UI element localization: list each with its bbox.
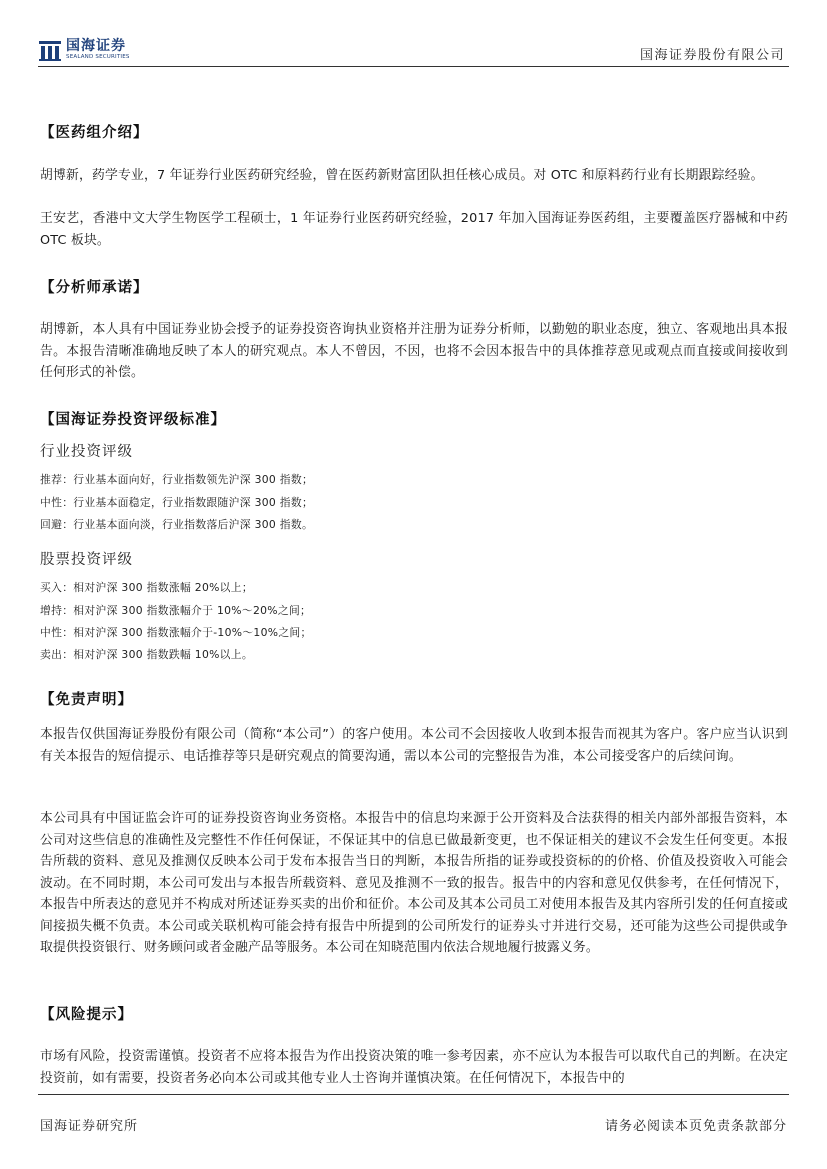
stock-rating-buy: 买入：相对沪深 300 指数涨幅 20%以上； — [40, 581, 253, 594]
stock-rating-sell: 卖出：相对沪深 300 指数跌幅 10%以上。 — [40, 648, 253, 661]
risk-warning-heading: 【风险提示】 — [40, 1007, 133, 1023]
team-intro-heading: 【医药组介绍】 — [40, 125, 149, 141]
industry-rating-title: 行业投资评级 — [40, 444, 133, 460]
industry-rating-buy: 推荐：行业基本面向好，行业指数领先沪深 300 指数； — [40, 473, 314, 486]
page-header — [38, 36, 789, 67]
analyst-pledge-heading: 【分析师承诺】 — [40, 280, 149, 296]
footer-institute: 国海证券研究所 — [40, 1119, 139, 1134]
stock-rating-overweight: 增持：相对沪深 300 指数涨幅介于 10%～20%之间； — [40, 604, 312, 617]
company-name: 国海证券股份有限公司 — [639, 48, 785, 63]
company-logo — [38, 36, 130, 64]
industry-rating-avoid: 回避：行业基本面向淡，行业指数落后沪深 300 指数。 — [40, 518, 314, 531]
industry-rating-neutral: 中性：行业基本面稳定，行业指数跟随沪深 300 指数； — [40, 496, 314, 509]
disclaimer-paragraph-1: 本报告仅供国海证券股份有限公司（简称“本公司”）的客户使用。本公司不会因接收人收到本报告而视其为客户。客户应当认识到有关本报告的短信提示、电话推荐等只是研究观点的简要沟通，需以本公司的完整报告为准，本公司接受客户的后续问询。 — [40, 727, 788, 764]
rating-standard-heading: 【国海证券投资评级标准】 — [40, 412, 226, 428]
team-intro-paragraph-2: 王安艺，香港中文大学生物医学工程硕士，1 年证券行业医药研究经验，2017 年加入国海证券医药组，主要覆盖医疗器械和中药 OTC 板块。 — [40, 211, 788, 248]
risk-warning-paragraph: 市场有风险，投资需谨慎。投资者不应将本报告为作出投资决策的唯一参考因素，亦不应认为本报告可以取代自己的判断。在决定投资前，如有需要，投资者务必向本公司或其他专业人士咨询并谨慎决策。在任何情况下，本报告中的 — [40, 1049, 788, 1086]
disclaimer-heading: 【免责声明】 — [40, 692, 133, 708]
footer-disclaimer-note: 请务必阅读本页免责条款部分 — [604, 1119, 787, 1134]
analyst-pledge-paragraph: 胡博新，本人具有中国证券业协会授予的证券投资咨询执业资格并注册为证券分析师，以勤勉的职业态度，独立、客观地出具本报告。本报告清晰准确地反映了本人的研究观点。本人不曾因，不因，也将不会因本报告中的具体推荐意见或观点而直接或间接收到任何形式的补偿。 — [40, 322, 788, 380]
team-intro-paragraph-1: 胡博新，药学专业，7 年证券行业医药研究经验，曾在医药新财富团队担任核心成员。对 OTC 和原料药行业有长期跟踪经验。 — [40, 168, 764, 183]
page-footer — [38, 1094, 789, 1134]
disclaimer-paragraph-2: 本公司具有中国证监会许可的证券投资咨询业务资格。本报告中的信息均来源于公开资料及合法获得的相关内部外部报告资料，本公司对这些信息的准确性及完整性不作任何保证，不保证其中的信息已做最新变更，也不保证相关的建议不会发生任何变更。本报告所载的资料、意见及推测仅反映本公司于发布本报告当日的判断，本报告所指的证券或投资标的的价格、价值及投资收入可能会波动。在不同时期，本公司可发出与本报告所载资料、意见及推测不一致的报告。报告中的内容和意见仅供参考，在任何情况下，本报告中所表达的意见并不构成对所述证券买卖的出价和征价。本公司及其本公司员工对使用本报告及其内容所引发的任何直接或间接损失概不负责。本公司或关联机构可能会持有报告中所提到的公司所发行的证券头寸并进行交易，还可能为这些公司提供或争取提供投资银行、财务顾问或者金融产品等服务。本公司在知晓范围内依法合规地履行披露义务。 — [40, 811, 788, 955]
logo-chinese-name: 国海证券 — [66, 38, 126, 55]
stock-rating-title: 股票投资评级 — [40, 552, 133, 568]
stock-rating-neutral: 中性：相对沪深 300 指数涨幅介于-10%～10%之间； — [40, 626, 312, 639]
logo-english-name: SEALAND SECURITIES — [66, 54, 130, 61]
sealand-logo-icon — [38, 38, 62, 62]
